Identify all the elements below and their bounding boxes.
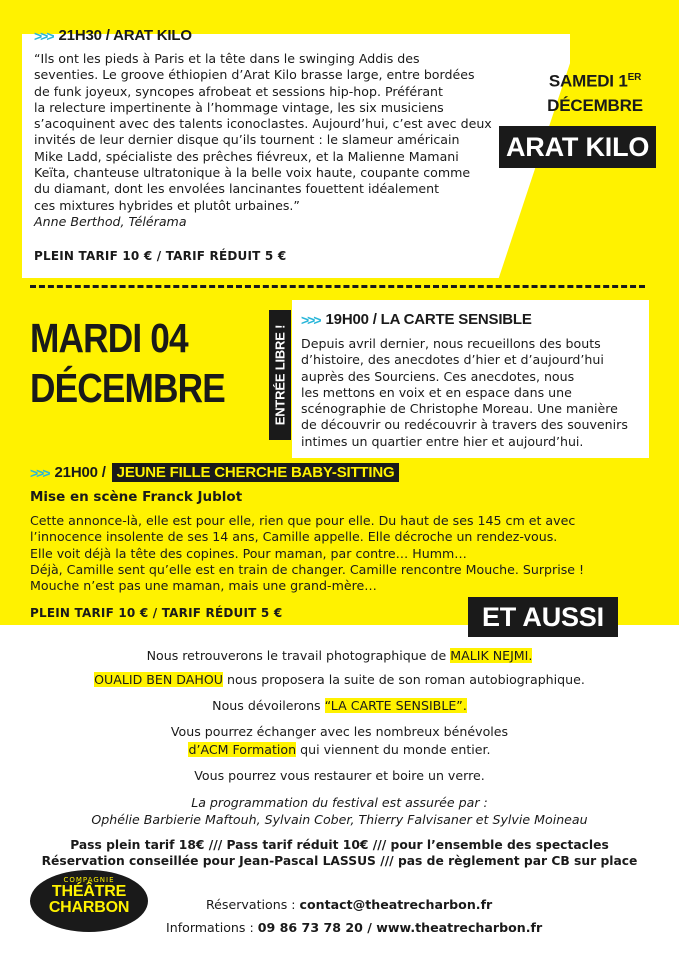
carte-sensible-heading: >>> 19H00 / LA CARTE SENSIBLE (301, 311, 532, 328)
chevron-arrows-icon: >>> (301, 311, 320, 328)
chevron-arrows-icon: >>> (34, 27, 53, 44)
et-aussi-line-3: Nous dévoilerons “LA CARTE SENSIBLE”. (212, 698, 467, 713)
arat-kilo-time-title: 21H30 / ARAT KILO (58, 27, 192, 44)
quote-source: Anne Berthod, Télérama (34, 213, 187, 229)
phone-website-link[interactable]: 09 86 73 78 20 / www.theatrecharbon.fr (257, 920, 543, 935)
baby-sitting-title: JEUNE FILLE CHERCHE BABY-SITTING (112, 463, 400, 482)
carte-sensible-highlight: “LA CARTE SENSIBLE”. (324, 698, 467, 713)
arat-kilo-heading (34, 27, 192, 44)
theatre-charbon-logo: COMPAGNIE THÉÂTRE CHARBON (30, 870, 148, 932)
samedi-date: SAMEDI 1ER DÉCEMBRE (547, 71, 643, 115)
et-aussi-line-5: d’ACM Formation qui viennent du monde entier. (188, 742, 491, 757)
informations-line: Informations : 09 86 73 78 20 / www.theatrecharbon.fr (166, 920, 543, 935)
oualid-highlight: OUALID BEN DAHOU (94, 672, 223, 687)
mardi-date: MARDI 04 DÉCEMBRE (30, 315, 225, 411)
carte-sensible-text: Depuis avril dernier, nous recueillons des bouts d’histoire, des anecdotes d’hier et d’aujourd’hui auprès des Sourciens. Ces anecdotes, nous les mettons en voix et en espace dans une scénographie de Christophe Moreau. Une manière de découvrir ou redécouvrir à travers des souvenirs intimes un quartier entre hier et aujourd’hui. (301, 336, 628, 449)
et-aussi-line-1: Nous retrouverons le travail photographique de MALIK NEJMI. (146, 648, 533, 663)
arat-kilo-quote: “Ils ont les pieds à Paris et la tête dans le swinging Addis des seventies. Le groove éthiopien d’Arat Kilo brasse large, entre bordées de funk joyeux, syncopes afrobeat et sessions hip-hop. Préférant la relecture impertinente à l’hommage vintage, les six musiciens s’acoquinent avec des talents iconoclastes. Aujourd’hui, c’est avec deux invités de leur dernier disque qu’ils tournent : le slameur américain Mike Ladd, spécialiste des prêches fiévreux, et la Malienne Mamani Keïta, chanteuse ultratonique à la belle voix haute, coupante comme du diamant, dont les envolées lancinantes fouettent idéalement ces mixtures hybrides et plutôt urbaines.” Anne Berthod, Télérama (34, 51, 494, 230)
director-credit: Mise en scène Franck Jublot (30, 489, 243, 505)
reservations-line: Réservations : contact@theatrecharbon.fr (206, 897, 493, 912)
pass-info: Pass plein tarif 18€ /// Pass tarif réduit 10€ /// pour l’ensemble des spectacles (70, 838, 609, 852)
et-aussi-heading: ET AUSSI (468, 597, 618, 637)
entree-libre-tag: ENTRÉE LIBRE ! (269, 310, 291, 440)
dashed-divider (30, 285, 645, 288)
reservation-note: Réservation conseillée pour Jean-Pascal LASSUS /// pas de règlement par CB sur place (41, 854, 638, 868)
chevron-arrows-icon: >>> (30, 464, 49, 481)
programmation-title: La programmation du festival est assurée par : (191, 795, 488, 810)
et-aussi-line-4: Vous pourrez échanger avec les nombreux bénévoles (170, 724, 509, 739)
et-aussi-line-6: Vous pourrez vous restaurer et boire un verre. (194, 768, 485, 783)
arat-kilo-price: PLEIN TARIF 10 € / TARIF RÉDUIT 5 € (34, 249, 287, 263)
malik-nejmi-highlight: MALIK NEJMI. (450, 648, 533, 663)
acm-highlight: d’ACM Formation (188, 742, 297, 757)
baby-sitting-text: Cette annonce-là, elle est pour elle, rien que pour elle. Du haut de ses 145 cm et avec l’innocence insolente de ses 14 ans, Camille appelle. Elle décroche un rendez-vous. Elle voit déjà la tête des copines. Pour maman, par contre… Humm… Déjà, Camille sent qu’elle est en train de changer. Camille rencontre Mouche. Surprise ! Mouche n’est pas une maman, mais une grand-mère… (30, 513, 585, 594)
programmation-names: Ophélie Barbierie Maftouh, Sylvain Cober, Thierry Falvisaner et Sylvie Moineau (91, 812, 588, 827)
arat-kilo-name-box: ARAT KILO (499, 126, 656, 168)
contact-email-link[interactable]: contact@theatrecharbon.fr (299, 897, 493, 912)
baby-sitting-price: PLEIN TARIF 10 € / TARIF RÉDUIT 5 € (30, 606, 283, 620)
baby-sitting-heading: >>> 21H00 / JEUNE FILLE CHERCHE BABY-SITTING (30, 463, 399, 482)
et-aussi-line-2: OUALID BEN DAHOU nous proposera la suite de son roman autobiographique. (94, 672, 585, 687)
